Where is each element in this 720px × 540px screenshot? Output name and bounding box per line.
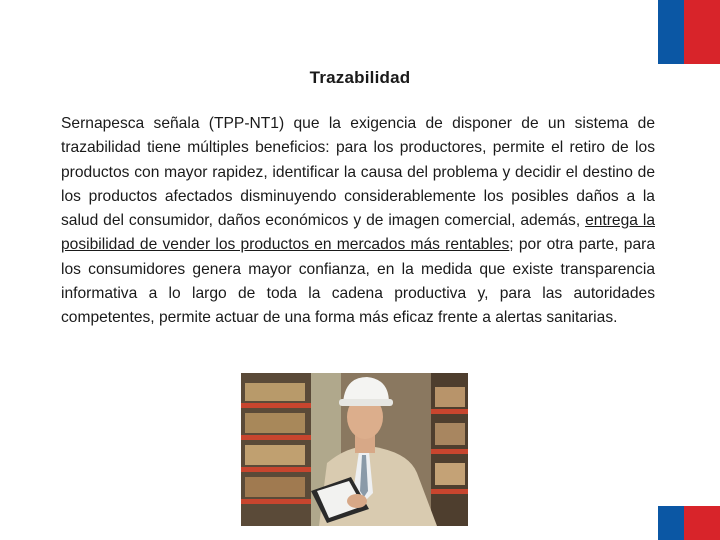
photo-illustration [241,373,468,526]
paragraph-underlined-text: entrega la posibilidad de vender los productos en mercados más rentables [61,212,655,254]
warehouse-inspector-photo [241,373,468,526]
slide-title: Trazabilidad [309,68,411,87]
flag-bar-bottom [658,506,720,540]
flag-blue-stripe-bottom [658,506,684,540]
flag-blue-stripe [658,0,684,64]
paragraph-text-part2: ; por otra parte, para los consumidores genera mayor confianza, en la medida que existe transparencia informativa a lo largo de toda la cadena productiva y, para las autoridades competentes, permite actuar de una forma más eficaz frente a alertas sanitarias. [61,236,655,327]
flag-red-stripe [684,0,720,64]
flag-red-stripe-bottom [684,506,720,540]
paragraph-text-part1: Sernapesca señala (TPP-NT1) que la exigencia de disponer de un sistema de trazabilidad tiene múltiples beneficios: para los productores, permite el retiro de los productos con mayor rapidez, identificar la causa del problema y decidir el destino de los productos afectados disminuyendo considerablemente los posibles daños a la salud del consumidor, daños económicos y de imagen comercial, además, [61,115,655,230]
flag-bar-top [658,0,720,64]
slide-paragraph [61,112,655,331]
